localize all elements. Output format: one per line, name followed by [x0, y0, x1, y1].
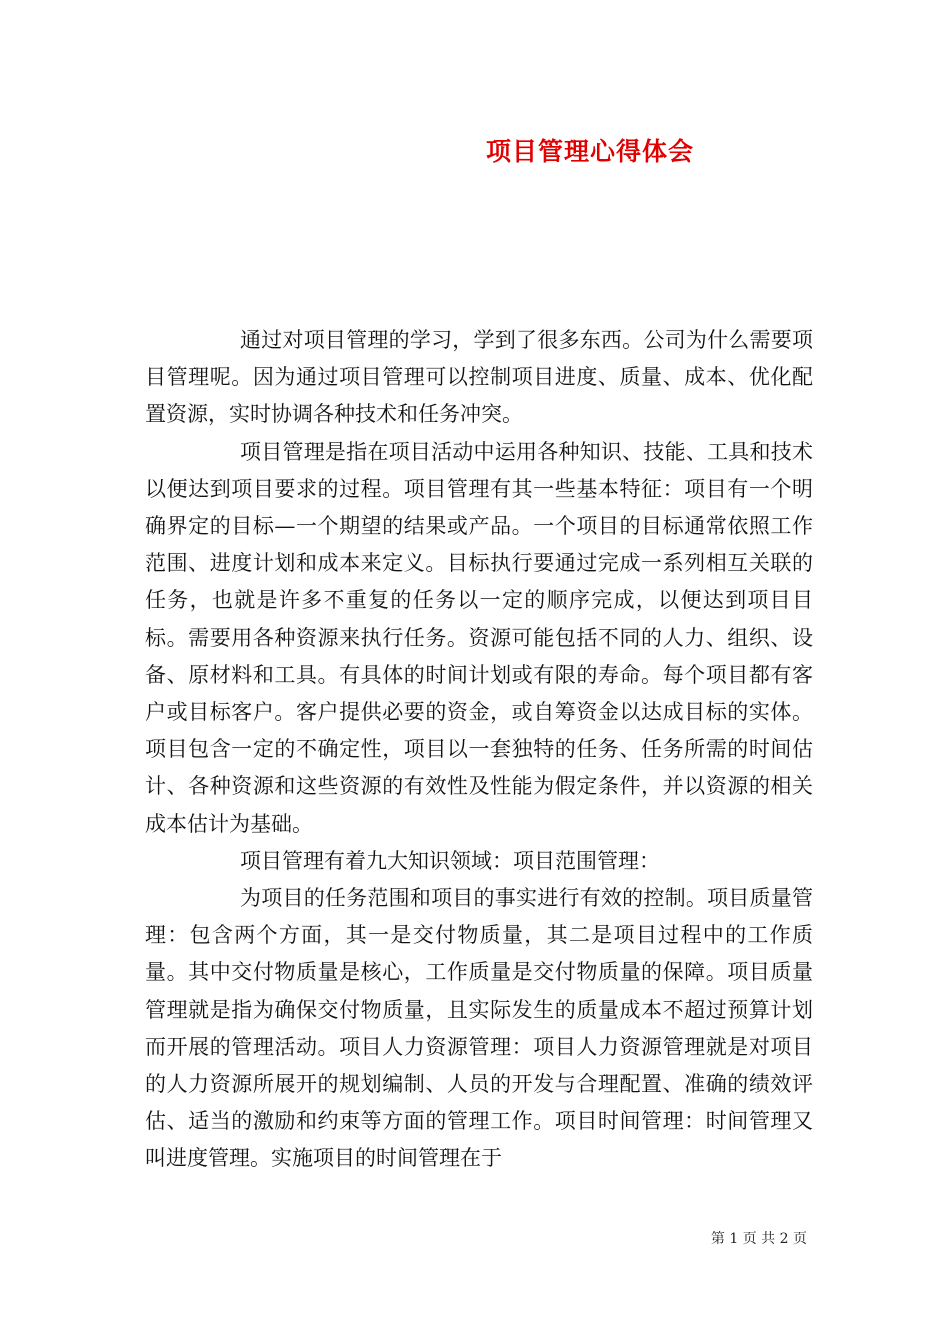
paragraph-3: 项目管理有着九大知识领域：项目范围管理：: [240, 848, 660, 873]
page-number: 第 1 页 共 2 页: [710, 1231, 807, 1247]
document-title: 项目管理心得体会: [485, 137, 694, 166]
paragraph-1: 通过对项目管理的学习，学到了很多东西。公司为什么需要项目管理呢。因为通过项目管理可以控制项目进度、质量、成本、优化配置资源，实时协调各种技术和任务冲突。: [145, 328, 813, 427]
paragraph-2: 项目管理是指在项目活动中运用各种知识、技能、工具和技术以便达到项目要求的过程。项目管理有其一些基本特征：项目有一个明确界定的目标—一个期望的结果或产品。一个项目的目标通常依照工作范围、进度计划和成本来定义。目标执行要通过完成一系列相互关联的任务，也就是许多不重复的任务以一定的顺序完成，以便达到项目目标。需要用各种资源来执行任务。资源可能包括不同的人力、组织、设备、原材料和工具。有具体的时间计划或有限的寿命。每个项目都有客户或目标客户。客户提供必要的资金，或自筹资金以达成目标的实体。项目包含一定的不确定性，项目以一套独特的任务、任务所需的时间估计、各种资源和这些资源的有效性及性能为假定条件，并以资源的相关成本估计为基础。: [145, 439, 813, 836]
paragraph-4: 为项目的任务范围和项目的事实进行有效的控制。项目质量管理：包含两个方面，其一是交付物质量，其二是项目过程中的工作质量。其中交付物质量是核心，工作质量是交付物质量的保障。项目质量管理就是指为确保交付物质量，且实际发生的质量成本不超过预算计划而开展的管理活动。项目人力资源管理：项目人力资源管理就是对项目的人力资源所展开的规划编制、人员的开发与合理配置、准确的绩效评估、适当的激励和约束等方面的管理工作。项目时间管理：时间管理又叫进度管理。实施项目的时间管理在于: [145, 886, 813, 1171]
document-body: [145, 322, 813, 1178]
